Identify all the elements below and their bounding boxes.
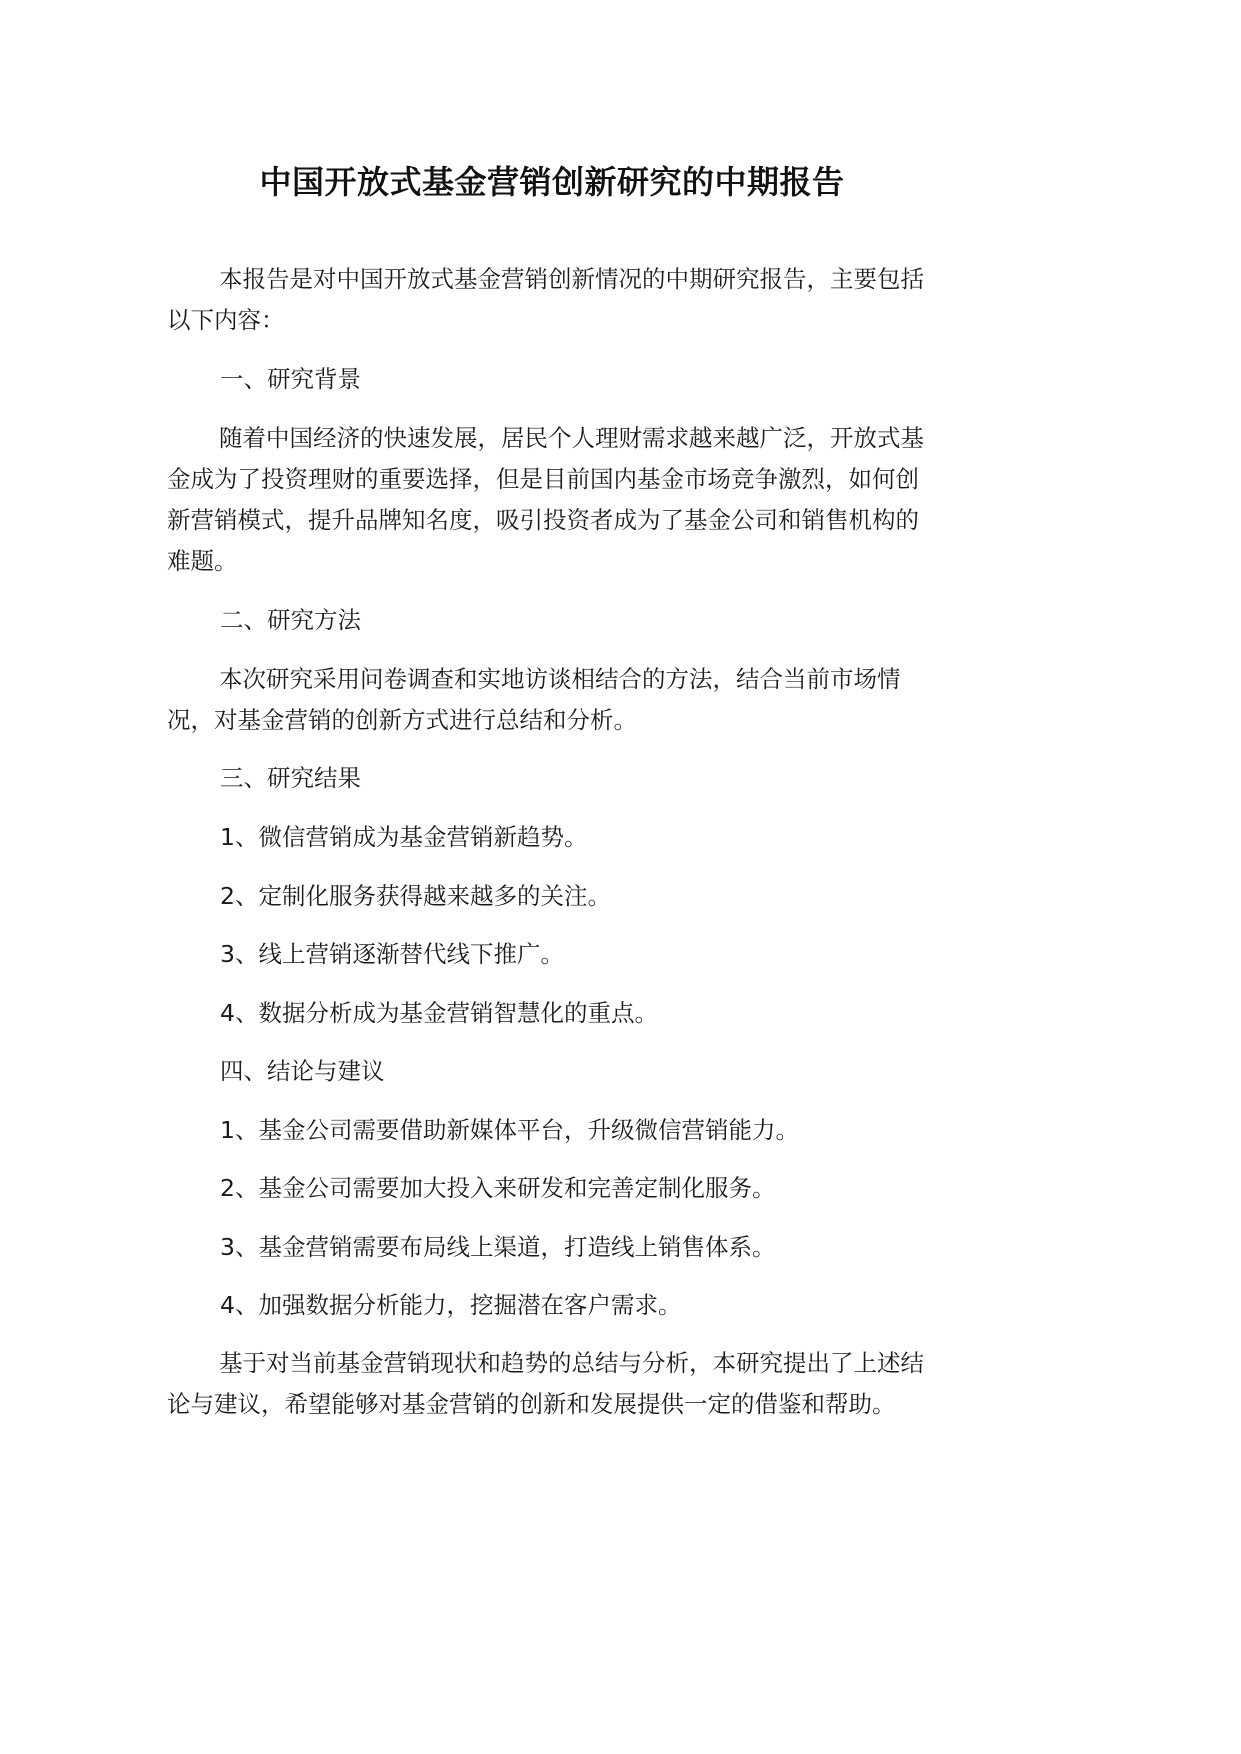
result-item: 3、线上营销逐渐替代线下推广。 — [220, 940, 564, 968]
recommendation-item: 2、基金公司需要加大投入来研发和完善定制化服务。 — [220, 1174, 776, 1202]
result-item: 2、定制化服务获得越来越多的关注。 — [220, 882, 611, 910]
result-item: 4、数据分析成为基金营销智慧化的重点。 — [220, 999, 658, 1027]
closing-paragraph: 基于对当前基金营销现状和趋势的总结与分析，本研究提出了上述结论与建议，希望能够对基金营销的创新和发展提供一定的借鉴和帮助。 — [167, 1349, 924, 1418]
recommendation-item: 1、基金公司需要借助新媒体平台，升级微信营销能力。 — [220, 1116, 799, 1144]
section-heading-conclusions: 四、结论与建议 — [220, 1057, 385, 1085]
method-paragraph: 本次研究采用问卷调查和实地访谈相结合的方法，结合当前市场情况，对基金营销的创新方式进行总结和分析。 — [167, 665, 901, 734]
document-title: 中国开放式基金营销创新研究的中期报告 — [259, 163, 845, 201]
recommendation-item: 4、加强数据分析能力，挖掘潜在客户需求。 — [220, 1291, 682, 1319]
background-paragraph: 随着中国经济的快速发展，居民个人理财需求越来越广泛，开放式基金成为了投资理财的重要选择，但是目前国内基金市场竞争激烈，如何创新营销模式，提升品牌知名度，吸引投资者成为了基金公司和销售机构的难题。 — [167, 424, 924, 575]
section-heading-method: 二、研究方法 — [220, 606, 361, 634]
result-item: 1、微信营销成为基金营销新趋势。 — [220, 823, 588, 851]
recommendation-item: 3、基金营销需要布局线上渠道，打造线上销售体系。 — [220, 1233, 776, 1261]
section-heading-background: 一、研究背景 — [220, 365, 361, 393]
document-page — [167, 0, 937, 1560]
intro-paragraph: 本报告是对中国开放式基金营销创新情况的中期研究报告，主要包括以下内容： — [167, 265, 924, 334]
section-heading-results: 三、研究结果 — [220, 764, 361, 792]
